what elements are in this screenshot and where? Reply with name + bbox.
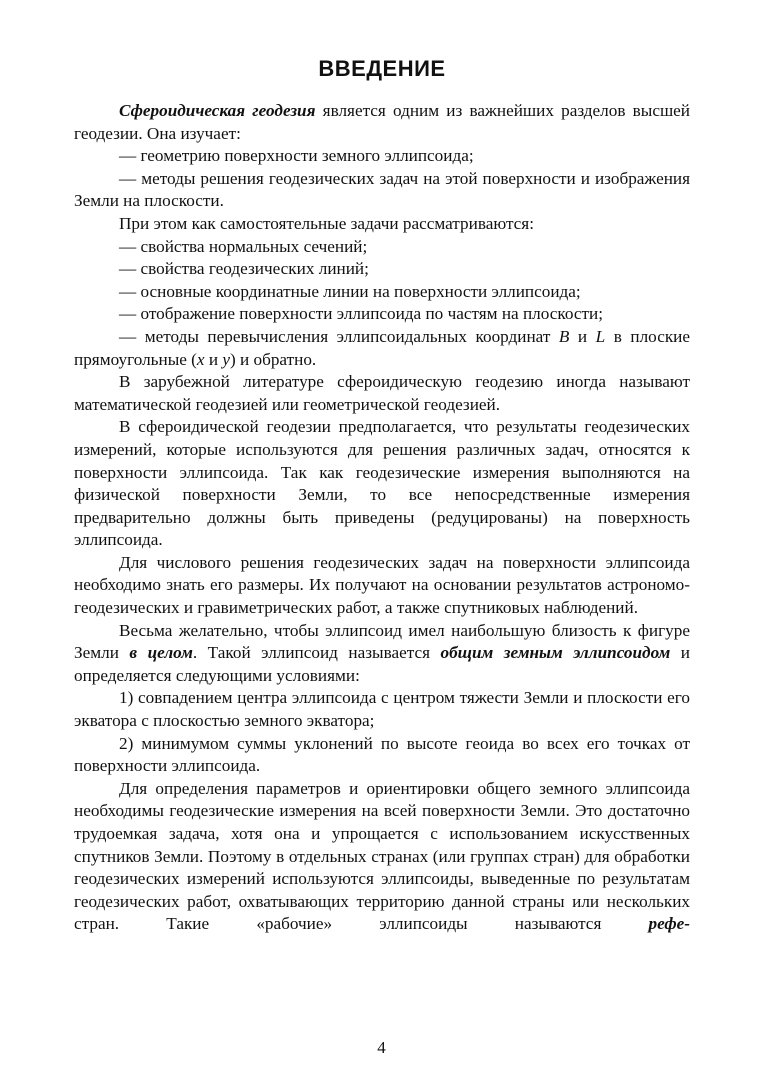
list-item-mapping: — отображение поверхности эллипсоида по частям на плоскости; xyxy=(119,304,603,324)
paragraph-tasks-intro: При этом как самостоятельные задачи рассматриваются: xyxy=(119,213,534,233)
list-item-coordinate-lines: — основные координатные линии на поверхности эллипсоида; xyxy=(119,281,581,301)
paragraph-common-ellipsoid xyxy=(74,620,690,688)
paragraph-intro xyxy=(74,100,690,145)
condition-2: 2) минимумом суммы уклонений по высоте геоида во всех его точках от поверхности эллипсоида. xyxy=(74,733,690,776)
conversion-text-e: и xyxy=(204,349,223,369)
conversion-text-d: в плоские прямоугольные ( xyxy=(74,326,690,369)
condition-1: 1) совпадением центра эллипсоида с центром тяжести Земли и плоскости его экватора с плоскостью земного экватора; xyxy=(74,688,690,731)
list-item-methods: — методы решения геодезических задач на этой поверхности и изображения Земли на плоскости. xyxy=(74,168,690,211)
list-item-geodesic-lines: — свойства геодезических линий; xyxy=(119,259,369,279)
page-number: 4 xyxy=(377,1038,386,1057)
list-item-normal-sections: — свойства нормальных сечений; xyxy=(119,236,368,256)
list-item-geometry: — геометрию поверхности земного эллипсоида; xyxy=(119,146,474,166)
paragraph-working-ellipsoids xyxy=(74,778,690,936)
common-ellipsoid-text-a: Весьма желательно, чтобы эллипсоид имел наибольшую близость к фигуре Земли xyxy=(74,620,690,663)
var-x: x xyxy=(196,349,205,369)
var-y: y xyxy=(222,349,230,369)
conversion-text-f: ) и обратно. xyxy=(229,349,317,369)
paragraph-foreign-literature: В зарубежной литературе сфероидическую геодезию иногда называют математической геодезией или геометрической геодезией. xyxy=(74,372,690,414)
paragraph-intro-text: является одним из важнейших разделов высшей геодезии. Она изучает: xyxy=(74,101,691,143)
list-item-conversion xyxy=(74,326,690,371)
body-text xyxy=(74,100,690,936)
document-page xyxy=(74,52,690,936)
paragraph-measurements: В сфероидической геодезии предполагается, что результаты геодезических измерений, которые используются для решения различных задач, относятся к поверхности эллипсоида. Так как геодезические измерения выполняются на физической поверхности Земли, то все непосредственные измерения предварительно должны быть приведены (редуцированы) на поверхность эллипсоида. xyxy=(74,417,690,550)
working-ellipsoids-text: Для определения параметров и ориентировки общего земного эллипсоида необходимы геодезические измерения на всей поверхности Земли. Это достаточно трудоемкая задача, хотя она и упрощается с использованием искусственных спутников Земли. Поэтому в отдельных странах (или группах стран) для обработки геодезических измерений используются эллипсоиды, выведенные по результатам геодезических работ, охватывающих территорию данной страны или нескольких стран. Такие «рабочие» эллипсоиды называются xyxy=(74,778,690,934)
term-as-whole: в целом xyxy=(129,643,193,663)
term-spheroidal-geodesy: Сфероидическая геодезия xyxy=(119,101,316,120)
paragraph-numerical-solution: Для числового решения геодезических задач на поверхности эллипсоида необходимо знать его размеры. Их получают на основании результатов астрономо-геодезических и гравиметрических работ, а также спутниковых наблюдений. xyxy=(74,552,690,618)
var-b: B xyxy=(558,326,570,346)
conversion-text-c: и xyxy=(569,326,596,346)
term-common-earth-ellipsoid: общим земным эллипсоидом xyxy=(440,643,671,663)
term-reference-hyphenated: рефе- xyxy=(648,914,690,934)
conversion-text-a: — методы перевычисления эллипсоидальных координат xyxy=(119,326,559,346)
var-l: L xyxy=(595,326,606,346)
common-ellipsoid-text-e: и определяется следующими условиями: xyxy=(74,643,690,685)
page-title: ВВЕДЕНИЕ xyxy=(318,56,446,81)
common-ellipsoid-text-c: . Такой эллипсоид называется xyxy=(192,643,441,663)
